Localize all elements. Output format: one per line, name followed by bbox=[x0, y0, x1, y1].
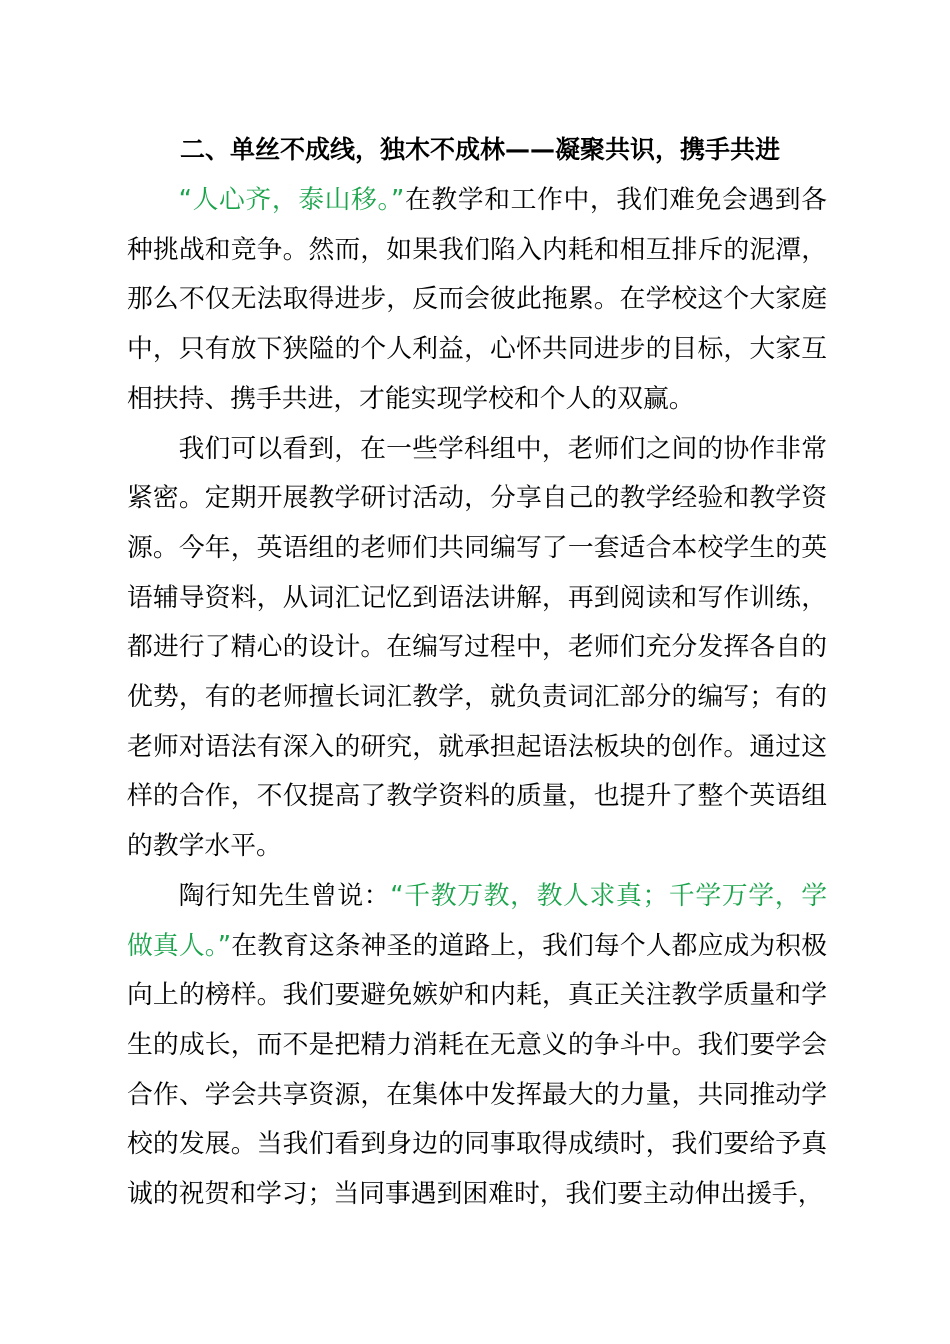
paragraph-2 bbox=[127, 425, 827, 872]
document-body bbox=[127, 176, 827, 1220]
paragraph-3-text: 在教育这条神圣的道路上，我们每个人都应成为积极向上的榜样。我们要避免嫉妒和内耗，真正关注教学质量和学生的成长，而不是把精力消耗在无意义的争斗中。我们要学会合作、学会共享资源，在集体中发挥最大的力量，共同推动学校的发展。当我们看到身边的同事取得成绩时，我们要给予真诚的祝贺和学习；当同事遇到困难时，我们要主动伸出援手， bbox=[127, 930, 827, 1210]
paragraph-1-text: 在教学和工作中，我们难免会遇到各种挑战和竞争。然而，如果我们陷入内耗和相互排斥的泥潭，那么不仅无法取得进步，反而会彼此拖累。在学校这个大家庭中，只有放下狭隘的个人利益，心怀共同进步的目标，大家互相扶持、携手共进，才能实现学校和个人的双赢。 bbox=[127, 185, 827, 414]
paragraph-3-lead: 陶行知先生曾说： bbox=[178, 880, 391, 911]
paragraph-1-quote: “人心齐，泰山移。” bbox=[178, 185, 405, 215]
section-heading: 二、单丝不成线，独木不成林——凝聚共识，携手共进 bbox=[180, 135, 781, 164]
paragraph-2-lead: 我们可以看到，在一些学科组中，老师们之间的协作非常紧密。定期开展教学研讨活动，分享自己的教学经验和教学资源。今年，英语组的老师们共同编写了一套适合本校学生的英语辅导资料，从词汇记忆到语法讲解，再到阅读和写作训练，都进行了精心的设计。在编写过程中，老师们充分发挥各自的优势，有的老师擅长词汇教学，就负责词汇部分的编写；有的老师对语法有深入的研究，就承担起语法板块的创作。通过这样的合作，不仅提高了教学资料的质量，也提升了整个英语组的教学水平。 bbox=[127, 433, 827, 862]
paragraph-3 bbox=[127, 872, 827, 1220]
paragraph-1 bbox=[127, 176, 827, 425]
paragraph-3-quote: “千教万教，教人求真；千学万学，学做真人。” bbox=[127, 880, 827, 961]
